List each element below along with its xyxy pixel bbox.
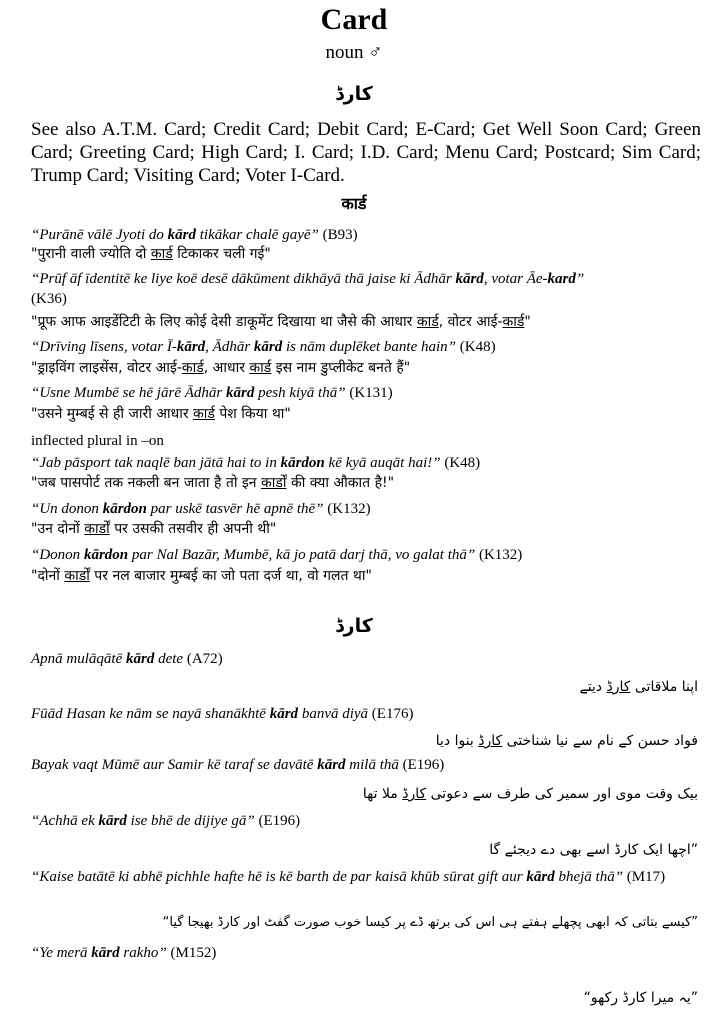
example-translit: “Kaise batātē ki abhē pichhle hafte hē is kē barth de par kaisā khūb sūrat gift aur kārd bhejā thā” (M17) bbox=[31, 869, 666, 885]
example-urdu: ”یہ میرا کارڈ رکھو“ bbox=[583, 990, 698, 1006]
example-translit: Apnā mulāqātē kārd dete (A72) bbox=[31, 651, 223, 667]
part-of-speech bbox=[0, 40, 708, 66]
example-urdu: فواد حسن کے نام سے نیا شناختی کارڈ بنوا دیا bbox=[435, 733, 698, 749]
example-urdu: ”اچھا ایک کارڈ اسے بھی دے دیجئے گا bbox=[489, 842, 698, 858]
example-urdu: ”کیسے بتاتی کہ ابھی پچھلے ہفتے ہی اس کی برتھ ڈے پر کیسا خوب صورت گفٹ اور کارڈ بھیجا گیا“ bbox=[162, 915, 698, 930]
masculine-gender-icon: ♂ bbox=[368, 42, 383, 63]
urdu-heading-2: کارڈ bbox=[335, 615, 373, 637]
example-hindi: "प्रूफ आफ आइडेंटिटी के लिए कोई देसी डाकूमेंट दिखाया था जैसे की आधार कार्ड, वोटर आई-कार्ड" bbox=[31, 314, 531, 330]
example-urdu: بیک وقت موی اور سمیر کی طرف سے دعوتی کارڈ ملا تھا bbox=[362, 786, 698, 802]
example-translit: “Donon kārdon par Nal Bazār, Mumbē, kā jo patā darj thā, vo galat thā” (K132) bbox=[31, 547, 523, 563]
headword: Card bbox=[320, 3, 388, 36]
hindi-heading: कार्ड bbox=[341, 194, 367, 213]
urdu-heading: کارڈ bbox=[335, 83, 373, 105]
example-hindi: "जब पासपोर्ट तक नकली बन जाता है तो इन कार्डों की क्या औकात है!" bbox=[31, 475, 395, 491]
example-translit: “Drīving līsens, votar Ī-kārd, Ādhār kārd is nām duplēket bante hain” (K48) bbox=[31, 339, 496, 355]
example-hindi: "उन दोनों कार्डों पर उसकी तसवीर ही अपनी थी" bbox=[31, 521, 277, 537]
example-translit: “Ye merā kārd rakho” (M152) bbox=[31, 945, 217, 961]
example-urdu: اپنا ملاقاتی کارڈ دیتے bbox=[579, 679, 698, 695]
example-ref: (K36) bbox=[31, 291, 67, 307]
example-translit: Bayak vaqt Mūmē aur Samir kē taraf se davātē kārd milā thā (E196) bbox=[31, 757, 445, 773]
example-translit: “Usne Mumbē se hē jārē Ādhār kārd pesh kiyā thā” (K131) bbox=[31, 385, 393, 401]
example-translit: “Un donon kārdon par uskē tasvēr hē apnē thē” (K132) bbox=[31, 501, 371, 517]
example-translit: “Purānē vālē Jyoti do kārd tikākar chalē gayē” (B93) bbox=[31, 227, 358, 243]
inflected-label: inflected plural in –on bbox=[31, 433, 164, 449]
example-hindi: "पुरानी वाली ज्योति दो कार्ड टिकाकर चली गई" bbox=[31, 246, 271, 262]
example-translit: Fūād Hasan ke nām se nayā shanākhtē kārd banvā diyā (E176) bbox=[31, 706, 414, 722]
see-also: See also A.T.M. Card; Credit Card; Debit Card; E-Card; Get Well Soon Card; Green Card; Greeting Card; High Card; I. Card; I.D. Card; Menu Card; Postcard; Sim Card; Trump Card; Visiting Card; Voter I-Card. bbox=[31, 119, 701, 186]
example-translit: “Prūf āf īdentitē ke liye koē desē dākūment dikhāyā thā jaise ki Ādhār kārd, votar Āe-kard” bbox=[31, 271, 585, 287]
example-hindi: "दोनों कार्डों पर नल बाजार मुम्बई का जो पता दर्ज था, वो गलत था" bbox=[31, 568, 372, 584]
pos-label: noun bbox=[325, 42, 364, 63]
example-translit: “Achhā ek kārd ise bhē de dijiye gā” (E196) bbox=[31, 813, 301, 829]
example-hindi: "ड्राइविंग लाइसेंस, वोटर आई-कार्ड, आधार कार्ड इस नाम डुप्लीकेट बनते हैं" bbox=[31, 360, 411, 376]
example-hindi: "उसने मुम्बई से ही जारी आधार कार्ड पेश किया था" bbox=[31, 406, 291, 422]
example-translit: “Jab pāsport tak naqlē ban jātā hai to in kārdon kē kyā auqāt hai!” (K48) bbox=[31, 455, 481, 471]
